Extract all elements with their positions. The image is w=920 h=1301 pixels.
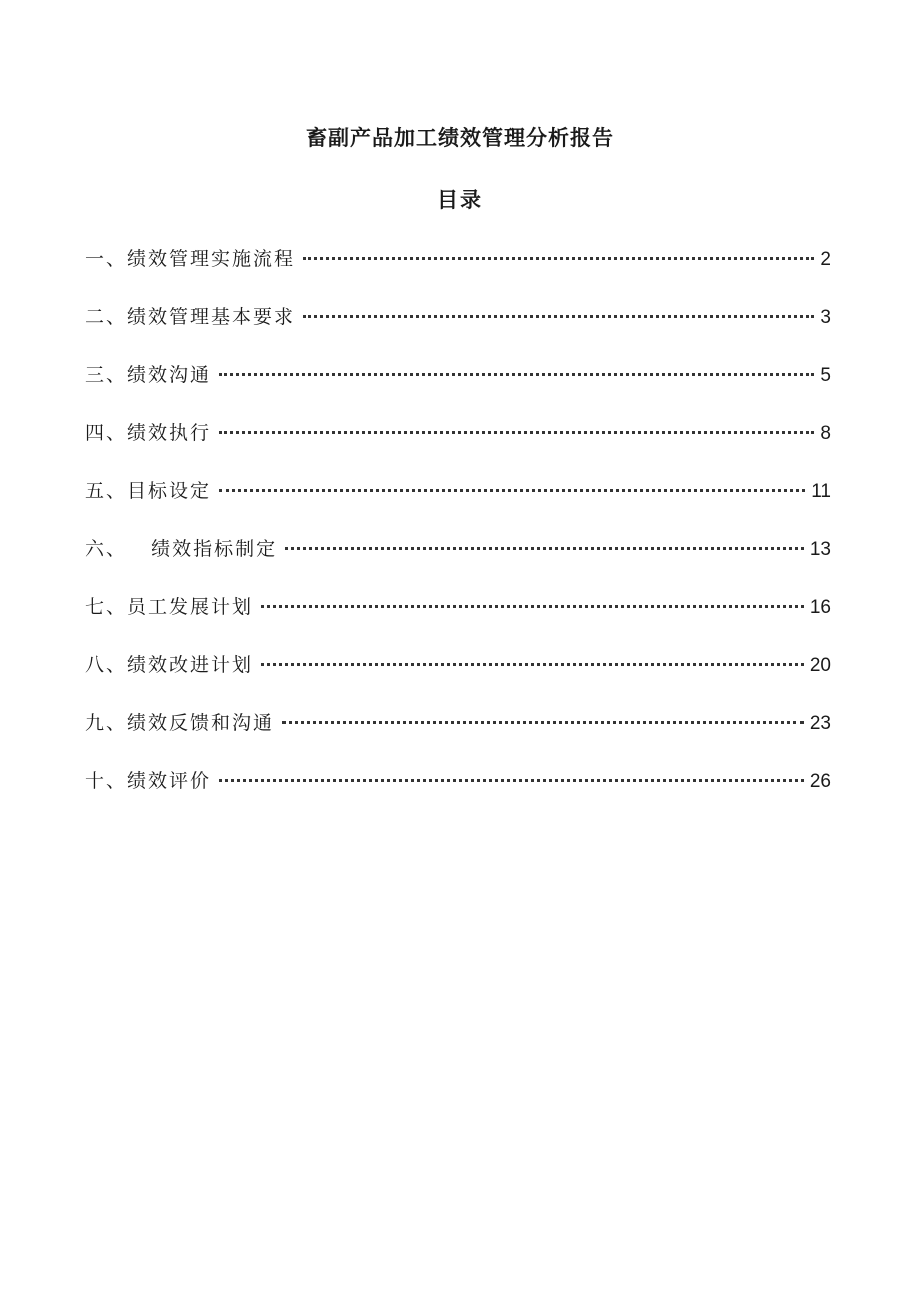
- toc-entry[interactable]: [85, 302, 831, 360]
- toc-entry-text: 绩效反馈和沟通: [127, 712, 275, 734]
- toc-entry-number: 一、: [85, 248, 128, 270]
- toc-dot-leader: [261, 663, 804, 666]
- toc-entry-text: 绩效评价: [127, 770, 212, 792]
- toc-entry[interactable]: [85, 418, 831, 476]
- toc-entry[interactable]: [85, 534, 831, 592]
- toc-heading: 目录: [437, 188, 483, 212]
- toc-dot-leader: [261, 605, 804, 608]
- toc-entry-text: 绩效指标制定: [127, 538, 278, 560]
- toc-dot-leader: [303, 315, 814, 318]
- document-title: 畜副产品加工绩效管理分析报告: [306, 126, 614, 150]
- toc-entry[interactable]: [85, 244, 831, 302]
- toc-entry-text: 绩效改进计划: [127, 654, 254, 676]
- toc-entry[interactable]: [85, 708, 831, 766]
- table-of-contents: [85, 244, 831, 824]
- toc-dot-leader: [282, 721, 804, 724]
- toc-dot-leader: [303, 257, 814, 260]
- toc-entry-number: 六、: [85, 538, 128, 560]
- toc-dot-leader: [219, 489, 805, 492]
- toc-entry-number: 十、: [85, 770, 128, 792]
- toc-entry-text: 目标设定: [127, 480, 212, 502]
- toc-entry[interactable]: [85, 650, 831, 708]
- toc-entry[interactable]: [85, 476, 831, 534]
- toc-dot-leader: [219, 431, 814, 434]
- toc-entry-text: 绩效管理实施流程: [127, 248, 296, 270]
- toc-dot-leader: [285, 547, 804, 550]
- toc-entry-number: 七、: [85, 596, 128, 618]
- toc-entry-page: 8: [820, 423, 831, 444]
- toc-entry-page: 23: [809, 713, 831, 734]
- toc-entry-page: 13: [809, 539, 831, 560]
- toc-entry-page: 2: [820, 249, 831, 270]
- toc-entry-text: 员工发展计划: [127, 596, 254, 618]
- toc-entry-number: 二、: [85, 306, 128, 328]
- toc-entry-text: 绩效管理基本要求: [127, 306, 296, 328]
- toc-dot-leader: [219, 779, 804, 782]
- toc-entry[interactable]: [85, 360, 831, 418]
- toc-entry-number: 四、: [85, 422, 128, 444]
- toc-dot-leader: [219, 373, 814, 376]
- toc-entry-number: 五、: [85, 480, 128, 502]
- toc-entry-page: 3: [820, 307, 831, 328]
- toc-entry-text: 绩效执行: [127, 422, 212, 444]
- toc-entry-page: 16: [809, 597, 831, 618]
- toc-entry-number: 八、: [85, 654, 128, 676]
- toc-entry-number: 三、: [85, 364, 128, 386]
- toc-entry-page: 5: [820, 365, 831, 386]
- toc-entry-text: 绩效沟通: [127, 364, 212, 386]
- toc-entry-page: 26: [809, 771, 831, 792]
- toc-entry[interactable]: [85, 766, 831, 824]
- toc-entry-page: 11: [811, 481, 831, 502]
- toc-entry[interactable]: [85, 592, 831, 650]
- toc-entry-number: 九、: [85, 712, 128, 734]
- toc-entry-page: 20: [809, 655, 831, 676]
